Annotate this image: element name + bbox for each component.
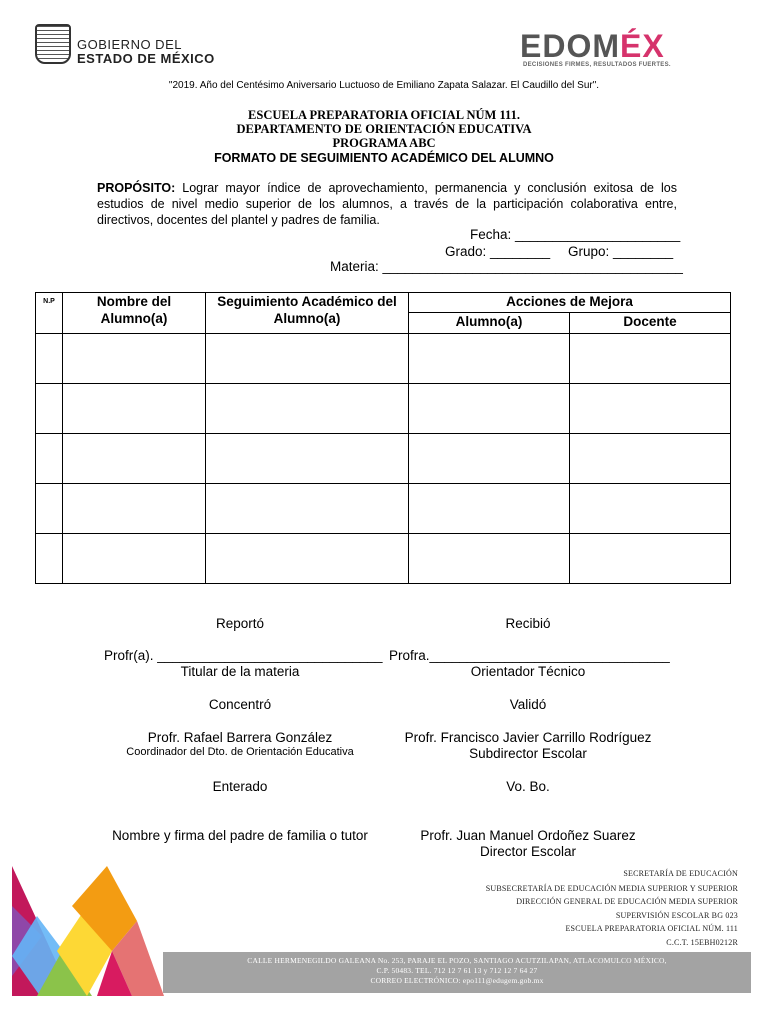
- valido-label: Validó: [509, 697, 547, 712]
- footer-phone: C.P. 50483. TEL. 712 12 7 61 13 y 712 12 7 64 27: [376, 966, 538, 975]
- col-name-header: Nombre del Alumno(a): [63, 293, 206, 334]
- table-cell[interactable]: [36, 334, 63, 384]
- org-line: SUPERVISIÓN ESCOLAR BG 023: [615, 911, 738, 920]
- table-cell[interactable]: [409, 434, 570, 484]
- table-cell[interactable]: [409, 484, 570, 534]
- concentro-label: Concentró: [208, 697, 272, 712]
- table-cell[interactable]: [409, 534, 570, 584]
- table-cell[interactable]: [570, 334, 731, 384]
- table-cell[interactable]: [409, 334, 570, 384]
- grupo-field[interactable]: Grupo: ________: [568, 244, 674, 259]
- table-cell[interactable]: [206, 534, 409, 584]
- orientador-label: Orientador Técnico: [470, 664, 586, 679]
- grado-field[interactable]: Grado: ________: [445, 244, 551, 259]
- table-cell[interactable]: [570, 534, 731, 584]
- table-cell[interactable]: [409, 384, 570, 434]
- table-cell[interactable]: [36, 534, 63, 584]
- counselor-signature-line[interactable]: Profra.________________________________: [389, 648, 670, 663]
- subdirector-name: Profr. Francisco Javier Carrillo Rodríguez: [404, 730, 652, 745]
- table-cell[interactable]: [63, 534, 206, 584]
- table-row: [36, 484, 731, 534]
- purpose-paragraph: [97, 180, 677, 228]
- table-cell[interactable]: [206, 434, 409, 484]
- school-title: ESCUELA PREPARATORIA OFICIAL NÚM 111.: [248, 108, 520, 122]
- col-actions-header: Acciones de Mejora: [409, 293, 731, 313]
- footer-address: CALLE HERMENEGILDO GALEANA No. 253, PARAJE EL POZO, SANTIAGO ACUTZILAPAN, ATLACOMULCO MÉXICO,: [247, 956, 667, 965]
- coordinator-name: Profr. Rafael Barrera González: [147, 730, 333, 745]
- state-seal-logo: [35, 24, 71, 64]
- org-line: SECRETARÍA DE EDUCACIÓN: [623, 869, 738, 878]
- table-cell[interactable]: [206, 384, 409, 434]
- tracking-table: [35, 292, 731, 584]
- director-name: Profr. Juan Manuel Ordoñez Suarez: [420, 828, 636, 843]
- gov-logo-line1: GOBIERNO DEL: [77, 37, 182, 52]
- org-line: DIRECCIÓN GENERAL DE EDUCACIÓN MEDIA SUPERIOR: [516, 897, 738, 906]
- table-cell[interactable]: [36, 484, 63, 534]
- materia-field[interactable]: Materia: ________________________________________: [330, 259, 683, 274]
- footer-email[interactable]: CORREO ELECTRÓNICO: epo111@edugem.gob.mx: [370, 976, 544, 985]
- subdirector-role: Subdirector Escolar: [469, 746, 587, 761]
- table-cell[interactable]: [570, 384, 731, 434]
- sub-student-header: Alumno(a): [409, 313, 570, 334]
- recibio-label: Recibió: [505, 616, 551, 631]
- table-row: [36, 534, 731, 584]
- purpose-text: Lograr mayor índice de aprovechamiento, permanencia y conclusión exitosa de los estudios de nivel medio superior de los alumnos, a través de la participación colaborativa entre, directivos, docentes del plantel y padres de familia.: [97, 181, 677, 227]
- table-cell[interactable]: [63, 434, 206, 484]
- sub-teacher-header: Docente: [570, 313, 731, 334]
- gov-logo-line2: ESTADO DE MÉXICO: [77, 51, 215, 66]
- org-line: ESCUELA PREPARATORIA OFICIAL NÚM. 111: [565, 924, 738, 933]
- decorative-m-logo: [12, 866, 168, 996]
- table-cell[interactable]: [63, 334, 206, 384]
- coordinator-role: Coordinador del Dto. de Orientación Educativa: [126, 746, 354, 758]
- table-row: [36, 384, 731, 434]
- parent-signature-label: Nombre y firma del padre de familia o tutor: [112, 828, 368, 843]
- edomex-logo: EDOMÉX: [520, 28, 665, 64]
- titular-label: Titular de la materia: [180, 664, 300, 679]
- table-cell[interactable]: [570, 484, 731, 534]
- department-title: DEPARTAMENTO DE ORIENTACIÓN EDUCATIVA: [236, 122, 532, 136]
- director-role: Director Escolar: [479, 844, 577, 859]
- table-row: [36, 334, 731, 384]
- table-cell[interactable]: [570, 434, 731, 484]
- edomex-tagline: DECISIONES FIRMES, RESULTADOS FUERTES.: [523, 62, 671, 68]
- reporto-label: Reportó: [215, 616, 265, 631]
- purpose-label: PROPÓSITO:: [97, 181, 176, 195]
- table-row: [36, 434, 731, 484]
- table-cell[interactable]: [206, 334, 409, 384]
- vobo-label: Vo. Bo.: [506, 779, 550, 794]
- org-line: SUBSECRETARÍA DE EDUCACIÓN MEDIA SUPERIOR Y SUPERIOR: [485, 884, 738, 893]
- org-line: C.C.T. 15EBH0212R: [666, 938, 738, 947]
- teacher-signature-line[interactable]: Profr(a). ______________________________: [104, 648, 383, 663]
- col-np-header: N.P: [36, 293, 63, 334]
- program-title: PROGRAMA ABC: [332, 136, 436, 150]
- table-cell[interactable]: [36, 384, 63, 434]
- motto: "2019. Año del Centésimo Aniversario Luctuoso de Emiliano Zapata Salazar. El Caudillo del Sur".: [168, 80, 600, 91]
- table-cell[interactable]: [63, 384, 206, 434]
- table-cell[interactable]: [206, 484, 409, 534]
- fecha-field[interactable]: Fecha: ______________________: [470, 227, 681, 242]
- table-cell[interactable]: [63, 484, 206, 534]
- table-cell[interactable]: [36, 434, 63, 484]
- col-tracking-header: Seguimiento Académico del Alumno(a): [206, 293, 409, 334]
- format-title: FORMATO DE SEGUIMIENTO ACADÉMICO DEL ALUMNO: [214, 151, 554, 165]
- enterado-label: Enterado: [212, 779, 268, 794]
